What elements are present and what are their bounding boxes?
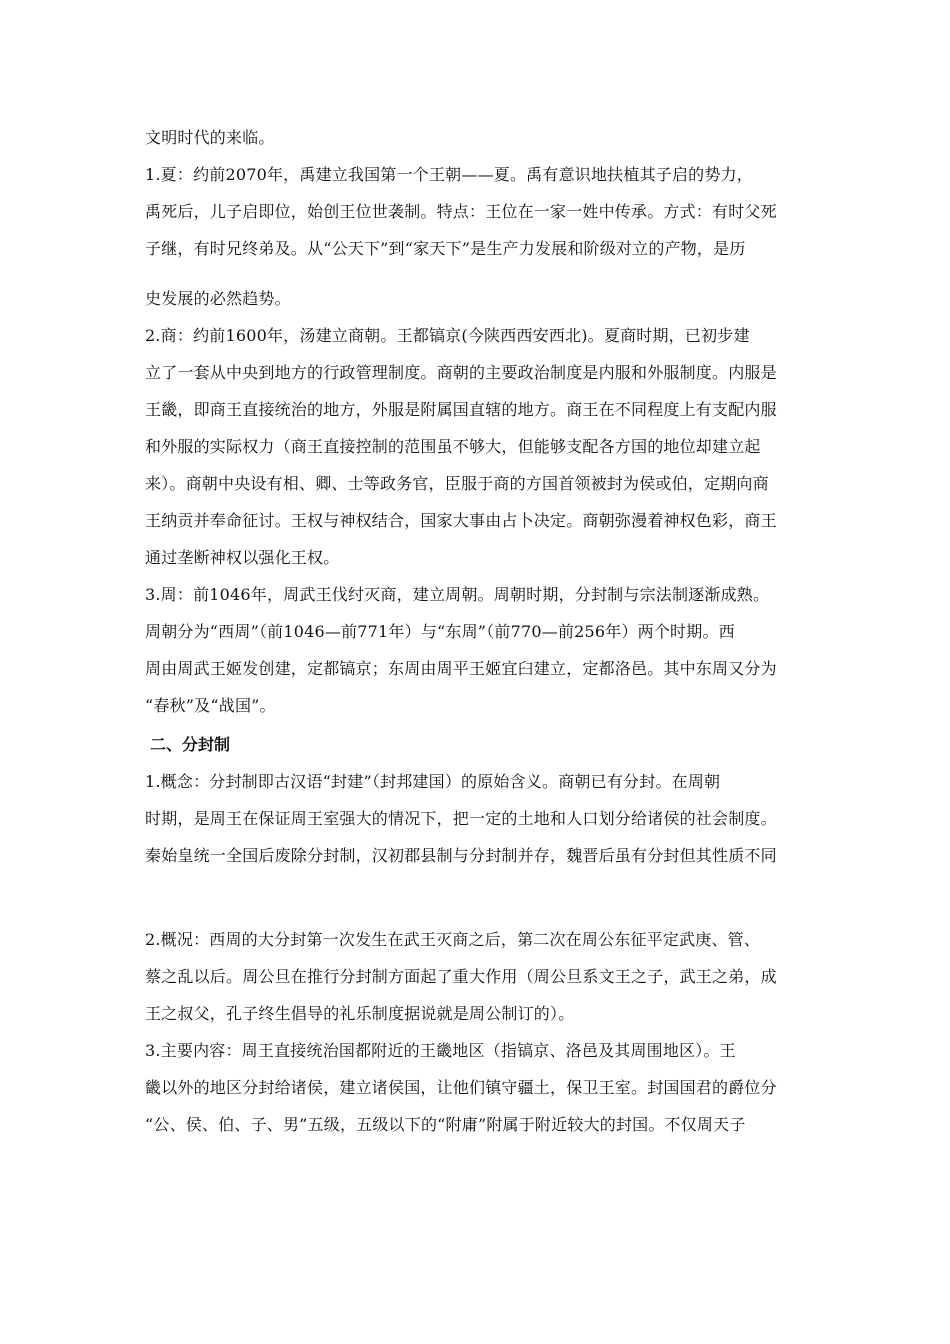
text-line: 立了一套从中央到地方的行政管理制度。商朝的主要政治制度是内服和外服制度。内服是 <box>145 363 777 382</box>
section-heading: 二、分封制 <box>150 735 231 754</box>
text-line: 畿以外的地区分封给诸侯，建立诸侯国，让他们镇守疆土，保卫王室。封国国君的爵位分 <box>145 1078 777 1097</box>
text-line: 周由周武王姬发创建，定都镐京；东周由周平王姬宜臼建立，定都洛邑。其中东周又分为 <box>145 659 777 678</box>
text-line: 王畿，即商王直接统治的地方，外服是附属国直辖的地方。商王在不同程度上有支配内服 <box>145 400 777 419</box>
text-line: “公、侯、伯、子、男”五级，五级以下的“附庸”附属于附近较大的封国。不仅周天子 <box>145 1115 746 1134</box>
text-line: 3.主要内容：周王直接统治国都附近的王畿地区（指镐京、洛邑及其周围地区）。王 <box>145 1041 736 1060</box>
text-line: 和外服的实际权力（商王直接控制的范围虽不够大，但能够支配各方国的地位却建立起 <box>145 437 761 456</box>
text-line: 通过垄断神权以强化王权。 <box>145 548 340 567</box>
text-line: 3.周：前1046年，周武王伐纣灭商，建立周朝。周朝时期，分封制与宗法制逐渐成熟。 <box>145 585 770 604</box>
text-line: 蔡之乱以后。周公旦在推行分封制方面起了重大作用（周公旦系文王之子，武王之弟，成 <box>145 967 777 986</box>
text-line: 1.概念：分封制即古汉语“封建”（封邦建国）的原始含义。商朝已有分封。在周朝 <box>145 772 721 791</box>
text-line: 文明时代的来临。 <box>145 128 275 147</box>
text-line: 来）。商朝中央设有相、卿、士等政务官，臣服于商的方国首领被封为侯或伯，定期向商 <box>145 474 769 493</box>
text-line: 王纳贡并奉命征讨。王权与神权结合，国家大事由占卜决定。商朝弥漫着神权色彩，商王 <box>145 511 777 530</box>
text-line: 史发展的必然趋势。 <box>145 289 291 308</box>
text-line: 禹死后，儿子启即位，始创王位世袭制。特点：王位在一家一姓中传承。方式：有时父死 <box>145 202 777 221</box>
text-line: 秦始皇统一全国后废除分封制，汉初郡县制与分封制并存，魏晋后虽有分封但其性质不同 <box>145 846 777 865</box>
text-line: 子继，有时兄终弟及。从“公天下”到“家天下”是生产力发展和阶级对立的产物，是历 <box>145 239 746 258</box>
text-line: 2.商：约前1600年，汤建立商朝。王都镐京(今陕西西安西北)。夏商时期，已初步建 <box>145 326 750 345</box>
text-line: “春秋”及“战国”。 <box>145 696 276 715</box>
text-line: 周朝分为“西周”（前1046—前771年）与“东周”（前770—前256年）两个时期。西 <box>145 622 735 641</box>
text-line: 2.概况：西周的大分封第一次发生在武王灭商之后，第二次在周公东征平定武庚、管、 <box>145 930 761 949</box>
text-line: 王之叔父，孔子终生倡导的礼乐制度据说就是周公制订的）。 <box>145 1004 575 1023</box>
text-line: 1.夏：约前2070年，禹建立我国第一个王朝——夏。禹有意识地扶植其子启的势力， <box>145 165 753 184</box>
text-line: 时期，是周王在保证周王室强大的情况下，把一定的土地和人口划分给诸侯的社会制度。 <box>145 809 777 828</box>
